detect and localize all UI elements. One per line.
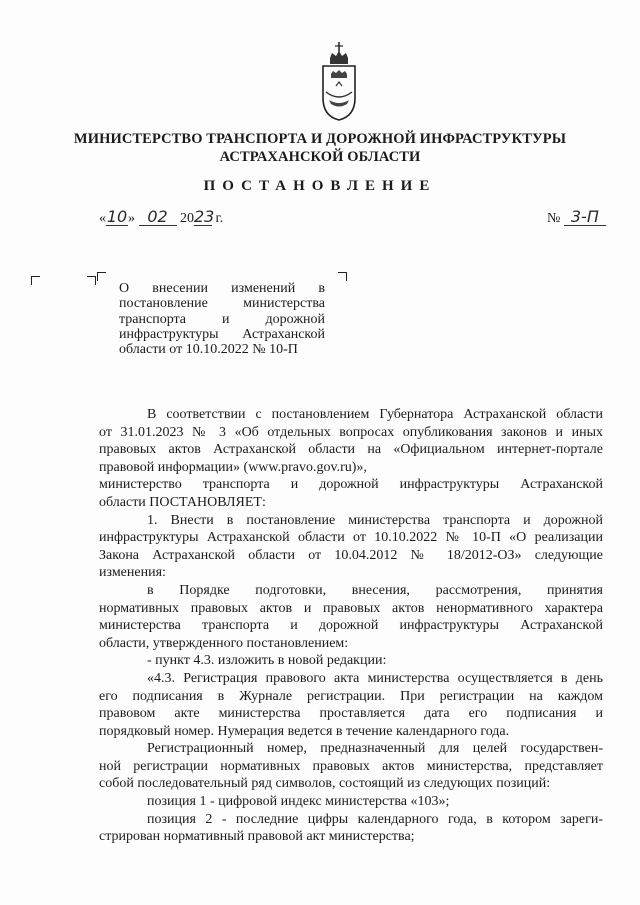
bracket-corner [87, 276, 96, 285]
document-body [99, 406, 603, 846]
date-open-quote: « [99, 211, 106, 226]
body-line: от 31.01.2023 № 3 «Об отдельных вопросах опубликования законов и иных [99, 424, 603, 440]
bracket-corner [31, 276, 40, 285]
body-line: министерства транспорта и дорожной инфраструктуры Астраханской [99, 618, 603, 634]
body-line: правовом акте министерства проставляется дата его подписания и [99, 706, 603, 722]
body-line: стрирован нормативный правовой акт министерства; [99, 829, 415, 845]
subject-line: транспорта и дорожной [119, 311, 325, 327]
body-line: 1. Внести в постановление министерства транспорта и дорожной [147, 512, 603, 528]
date-year-unit: г. [215, 211, 224, 226]
body-line: области ПОСТАНОВЛЯЕТ: [99, 494, 266, 510]
document-subject [119, 281, 325, 357]
body-line: позиция 1 - цифровой индекс министерства «103»; [147, 794, 450, 810]
ministry-name-line2: АСТРАХАНСКОЙ ОБЛАСТИ [219, 149, 421, 165]
body-line: области, утвержденного постановлением: [99, 635, 349, 651]
bracket-corner [338, 272, 347, 281]
body-line: В соответствии с постановлением Губернатора Астраханской области [147, 407, 603, 422]
coat-of-arms-icon [318, 40, 360, 122]
body-line: Регистрационный номер, предназначенный для целей государствен- [147, 741, 603, 757]
date-month: 02 [139, 208, 177, 226]
document-type-title: ПОСТАНОВЛЕНИЕ [203, 178, 437, 194]
body-line: ной регистрации нормативных правовых актов министерства, представляет [99, 758, 603, 774]
body-line: правовых актов Астраханской области на «Официальном интернет-портале [99, 442, 603, 458]
body-line: правовой информации» (www.pravo.gov.ru)», [99, 459, 367, 475]
bracket-corner [97, 272, 106, 281]
subject-line: области от 10.10.2022 № 10-П [119, 342, 298, 358]
body-line: позиция 2 - последние цифры календарного года, в котором зареги- [147, 811, 603, 827]
body-line: порядковый номер. Нумерация ведется в течение календарного года. [99, 723, 510, 739]
body-line: «4.3. Регистрация правового акта министерства осуществляется в день [147, 670, 603, 686]
body-line: нормативных правовых актов и правовых актов ненормативного характера [99, 600, 603, 616]
date-year-prefix: 20 [180, 211, 194, 226]
body-line: - пункт 4.3. изложить в новой редакции: [147, 653, 387, 669]
subject-line: инфраструктуры Астраханской [119, 326, 325, 342]
body-line: министерство транспорта и дорожной инфраструктуры Астраханской [99, 477, 603, 493]
date-day: 10 [106, 207, 128, 226]
number-sign: № [547, 211, 561, 226]
body-line: в Порядке подготовки, внесения, рассмотрения, принятия [147, 582, 603, 598]
body-line: собой последовательный ряд символов, состоящий из следующих позиций: [99, 776, 551, 792]
subject-line: О внесении изменений в [119, 281, 325, 296]
ministry-name-line1: МИНИСТЕРСТВО ТРАНСПОРТА И ДОРОЖНОЙ ИНФРАСТРУКТУРЫ [73, 131, 567, 147]
body-line: изменения: [99, 565, 166, 581]
body-line: инфраструктуры Астраханской области от 10.10.2022 № 10-П «О реализации [99, 530, 603, 546]
number-value: 3-П [564, 208, 606, 226]
body-line: его подписания в Журнале регистрации. При регистрации на каждом [99, 688, 603, 704]
date-year-suffix: 23 [194, 207, 215, 226]
date-close-quote: » [128, 211, 135, 226]
body-line: Закона Астраханской области от 10.04.2012 № 18/2012-ОЗ» следующие [99, 547, 603, 563]
document-date [99, 208, 223, 227]
subject-line: постановление министерства [119, 296, 325, 312]
document-number [547, 208, 606, 227]
